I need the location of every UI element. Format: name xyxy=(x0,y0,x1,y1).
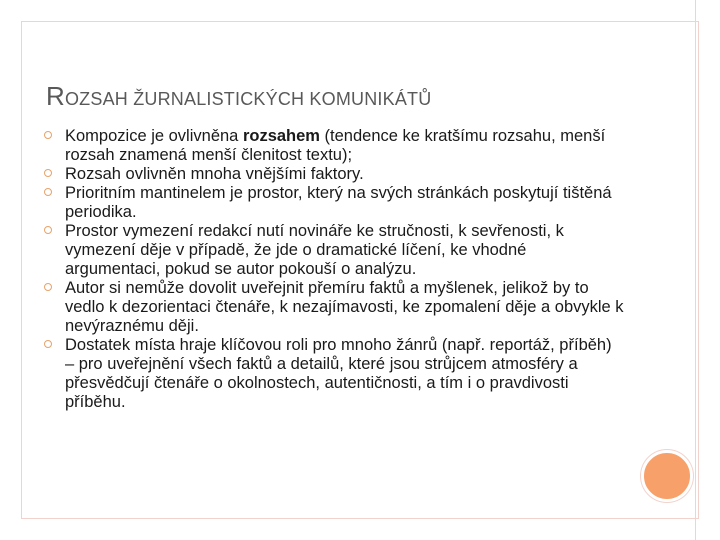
bullet-item xyxy=(44,127,624,165)
circle-bullet-icon xyxy=(44,226,52,234)
bullet-item xyxy=(44,222,624,279)
bullet-text: Kompozice je ovlivněna xyxy=(65,127,243,145)
bullet-item xyxy=(44,184,624,222)
bullet-list xyxy=(44,127,624,412)
bullet-text: Rozsah ovlivněn mnoha vnějšími faktory. xyxy=(65,165,364,183)
slide-title xyxy=(46,76,431,113)
circle-bullet-icon xyxy=(44,131,52,139)
bullet-text: Prostor vymezení redakcí nutí novináře ke stručnosti, k sevřenosti, k vymezení děje v případě, že jde o dramatické líčení, ke vhodné argumentaci, pokud se autor pokouší o analýzu. xyxy=(65,222,564,278)
bullet-bold-text: rozsahem xyxy=(242,127,320,145)
slide-title-rest: OZSAH ŽURNALISTICKÝCH KOMUNIKÁTŮ xyxy=(64,89,432,109)
circle-bullet-icon xyxy=(44,283,52,291)
bullet-text: Autor si nemůže dovolit uveřejnit přemíru faktů a myšlenek, jelikož by to vedlo k dezorientaci čtenáře, k nezajímavosti, ke zpomalení děje a obvykle k nevýraznému ději. xyxy=(65,279,624,335)
right-margin-line xyxy=(695,0,696,540)
bullet-item xyxy=(44,336,624,412)
circle-bullet-icon xyxy=(44,340,52,348)
circle-bullet-icon xyxy=(44,169,52,177)
bullet-item xyxy=(44,165,624,184)
bullet-text-after: (tendence ke kratšímu rozsahu, menší rozsah znamená menší členitost textu); xyxy=(65,127,606,164)
decorative-circle xyxy=(641,450,693,502)
circle-bullet-icon xyxy=(44,188,52,196)
bullet-text: Dostatek místa hraje klíčovou roli pro mnoho žánrů (např. reportáž, příběh) – pro uveřejnění všech faktů a detailů, které jsou strůjcem atmosféry a přesvědčují čtenáře o okolnostech, autentičnosti, a tím i o pravdivosti příběhu. xyxy=(65,336,612,411)
bullet-item xyxy=(44,279,624,336)
bullet-text: Prioritním mantinelem je prostor, který na svých stránkách poskytují tištěná periodika. xyxy=(65,184,612,221)
slide-title-initial: R xyxy=(46,81,65,111)
